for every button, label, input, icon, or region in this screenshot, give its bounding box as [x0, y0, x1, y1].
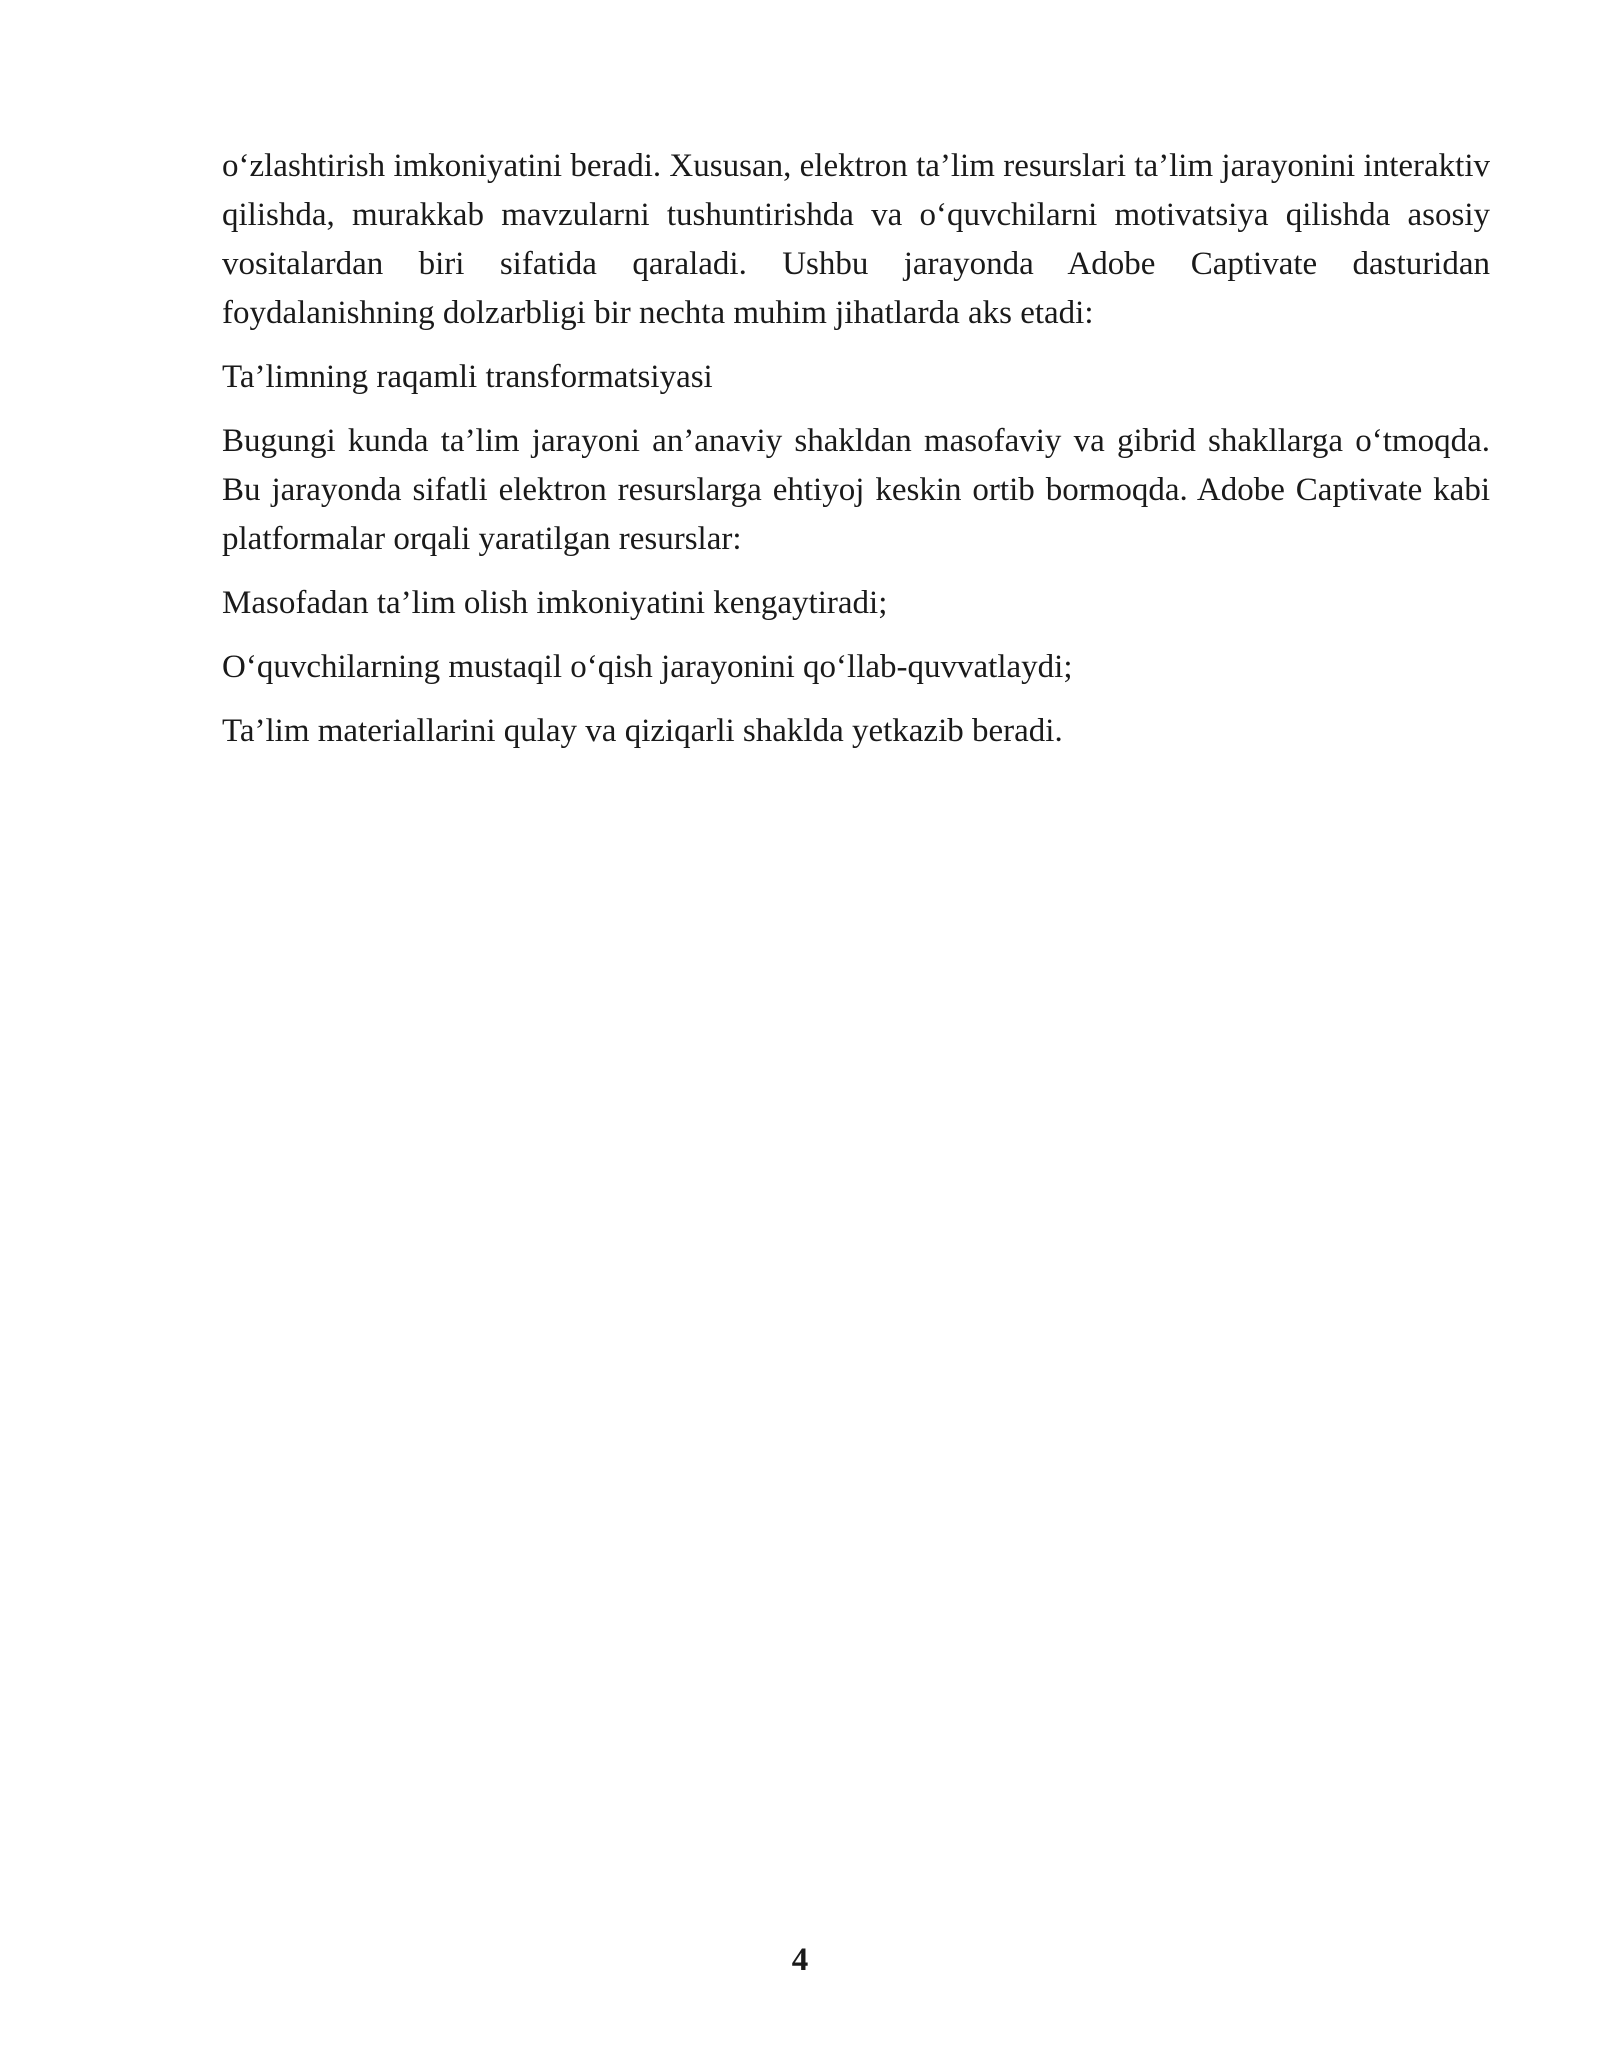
list-item-independent-study: O‘quvchilarning mustaqil o‘qish jarayonini qo‘llab-quvvatlaydi;	[222, 649, 1073, 685]
list-item-distance-learning: Masofadan ta’lim olish imkoniyatini kengaytiradi;	[222, 585, 888, 621]
page-number: 4	[791, 1942, 809, 1978]
paragraph-hybrid-learning: Bugungi kunda ta’lim jarayoni an’anaviy shakldan masofaviy va gibrid shakllarga o‘tmoqda. Bu jarayonda sifatli elektron resurslarga ehtiyoj keskin ortib bormoqda. Adobe Captivate kabi platformalar orqali yaratilgan resurslar:	[222, 423, 1490, 557]
list-item-engaging-materials: Ta’lim materiallarini qulay va qiziqarli shaklda yetkazib beradi.	[222, 713, 1063, 749]
document-body	[222, 142, 1490, 771]
paragraph-intro: o‘zlashtirish imkoniyatini beradi. Xususan, elektron ta’lim resurslari ta’lim jarayonini interaktiv qilishda, murakkab mavzularni tushuntirishda va o‘quvchilarni motivatsiya qilishda asosiy vositalardan biri sifatida qaraladi. Ushbu jarayonda Adobe Captivate dasturidan foydalanishning dolzarbligi bir nechta muhim jihatlarda aks etadi:	[222, 148, 1490, 331]
paragraph-heading-digital-transformation: Ta’limning raqamli transformatsiyasi	[222, 359, 713, 395]
